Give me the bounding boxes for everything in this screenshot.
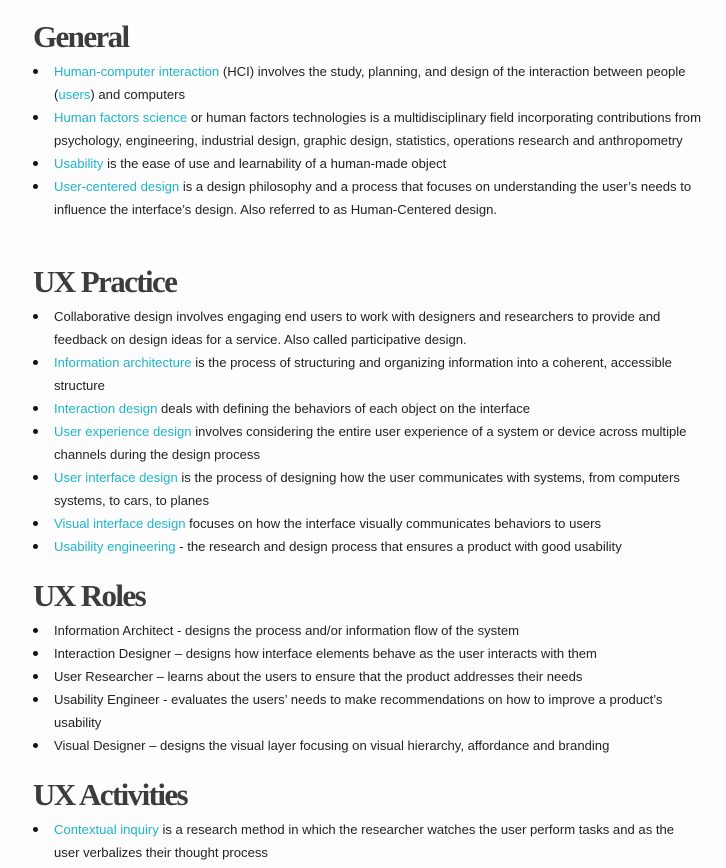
item-text: (HCI) involves the study, planning, and design of the interaction between people (: [54, 64, 686, 102]
list-item: [31, 106, 703, 152]
list-item: [31, 688, 703, 734]
term-link-contextual-inquiry[interactable]: Contextual inquiry: [54, 822, 159, 837]
list-item: [31, 619, 703, 642]
item-text: Interaction Designer – designs how interface elements behave as the user interacts with them: [54, 646, 597, 661]
list-item: [31, 665, 703, 688]
term-link-human-factors-science[interactable]: Human factors science: [54, 110, 188, 125]
item-text: - the research and design process that ensures a product with good usability: [175, 539, 622, 554]
item-text: is a research method in which the researcher watches the user perform tasks and as the user verbalizes their thought process: [54, 822, 675, 860]
section-heading-ux-roles: UX Roles: [33, 578, 146, 613]
term-link-usability-engineering[interactable]: Usability engineering: [54, 539, 176, 554]
term-link-information-architecture[interactable]: Information architecture: [54, 355, 192, 370]
term-link-user-centered-design[interactable]: User-centered design: [54, 179, 180, 194]
list-item: [31, 397, 703, 420]
term-link-user-experience-design[interactable]: User experience design: [54, 424, 192, 439]
practice-list: [31, 305, 703, 558]
general-list: [31, 60, 703, 221]
item-text: is the process of designing how the user communicates with systems, from computers systems, to cars, to planes: [54, 470, 680, 508]
term-link-usability[interactable]: Usability: [54, 156, 104, 171]
roles-list: [31, 619, 703, 757]
item-text: Visual Designer – designs the visual layer focusing on visual hierarchy, affordance and branding: [54, 738, 610, 753]
list-item: [31, 175, 703, 221]
term-link-visual-interface-design[interactable]: Visual interface design: [54, 516, 186, 531]
item-text: deals with defining the behaviors of each object on the interface: [157, 401, 531, 416]
list-item: [31, 466, 703, 512]
list-item: [31, 351, 703, 397]
list-item: [31, 305, 703, 351]
item-text: ) and computers: [90, 87, 186, 102]
term-link-users[interactable]: users: [58, 87, 91, 102]
list-item: [31, 734, 703, 757]
activities-list: [31, 818, 703, 864]
list-item: [31, 818, 703, 864]
section-heading-general: General: [33, 19, 129, 54]
item-text: focuses on how the interface visually communicates behaviors to users: [185, 516, 602, 531]
item-text: is a design philosophy and a process that focuses on understanding the user’s needs to influence the interface’s design. Also referred to as Human-Centered design.: [54, 179, 692, 217]
section-heading-ux-practice: UX Practice: [33, 264, 177, 299]
term-link-interaction-design[interactable]: Interaction design: [54, 401, 158, 416]
section-heading-ux-activities: UX Activities: [33, 777, 187, 812]
list-item: [31, 420, 703, 466]
list-item: [31, 512, 703, 535]
term-link-user-interface-design[interactable]: User interface design: [54, 470, 178, 485]
term-link-human-computer-interaction[interactable]: Human-computer interaction: [54, 64, 220, 79]
list-item: [31, 152, 703, 175]
item-text: involves considering the entire user experience of a system or device across multiple channels during the design process: [54, 424, 687, 462]
item-text: Collaborative design involves engaging end users to work with designers and researchers to provide and feedback on design ideas for a service. Also called participative design.: [54, 309, 661, 347]
item-text: is the ease of use and learnability of a human-made object: [103, 156, 447, 171]
item-text: User Researcher – learns about the users to ensure that the product addresses their needs: [54, 669, 583, 684]
list-item: [31, 60, 703, 106]
item-text: Usability Engineer - evaluates the users’ needs to make recommendations on how to improve a product’s usability: [54, 692, 663, 730]
item-text: Information Architect - designs the process and/or information flow of the system: [54, 623, 520, 638]
list-item: [31, 642, 703, 665]
list-item: [31, 535, 703, 558]
item-text: or human factors technologies is a multidisciplinary field incorporating contributions from psychology, engineering, industrial design, graphic design, statistics, operations research and anthropometry: [54, 110, 701, 148]
item-text: is the process of structuring and organizing information into a coherent, accessible structure: [54, 355, 672, 393]
